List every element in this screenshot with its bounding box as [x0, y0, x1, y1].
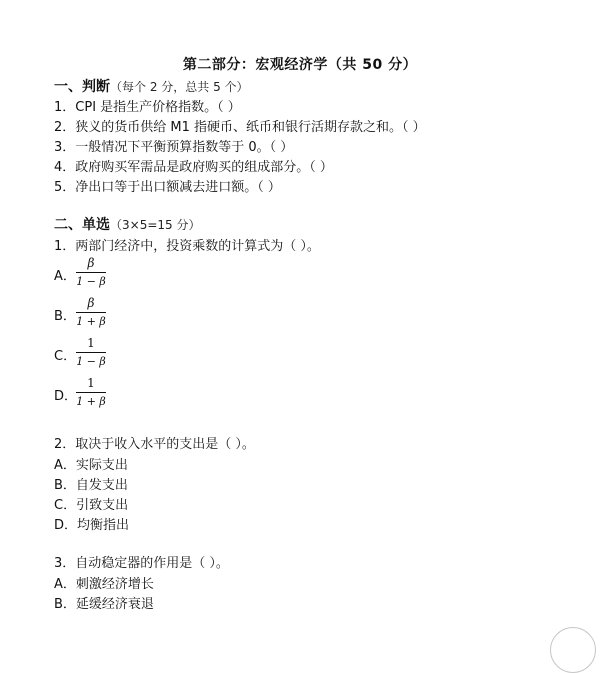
option-a-fraction	[76, 256, 106, 289]
true-false-item-1: 1．CPI 是指生产价格指数。（ ）	[54, 100, 241, 115]
option-d-letter: D．	[54, 389, 78, 404]
fraction-denominator: 1 + β	[76, 315, 106, 328]
fraction-denominator: 1 − β	[76, 355, 106, 368]
question-2-option-a: A．实际支出	[54, 458, 128, 473]
fraction-numerator: β	[87, 296, 95, 310]
fraction-numerator: 1	[87, 336, 95, 350]
fraction-numerator: 1	[87, 376, 95, 390]
question-3-option-b: B．延缓经济衰退	[54, 597, 154, 612]
page-corner-decoration	[550, 627, 596, 673]
fraction-bar	[76, 352, 106, 353]
option-c-letter: C．	[54, 349, 77, 364]
section-single-choice-heading	[54, 214, 200, 234]
question-2-option-d: D．均衡指出	[54, 518, 130, 533]
question-2-option-c: C．引致支出	[54, 498, 129, 513]
true-false-item-2: 2．狭义的货币供给 M1 指硬币、纸币和银行活期存款之和。（ ）	[54, 120, 426, 135]
option-d-fraction	[76, 376, 106, 409]
option-c-fraction	[76, 336, 106, 369]
option-b-fraction	[76, 296, 106, 329]
question-2-option-b: B．自发支出	[54, 478, 128, 493]
true-false-item-5: 5．净出口等于出口额减去进口额。（ ）	[54, 180, 281, 195]
question-3-option-a: A．刺激经济增长	[54, 577, 154, 592]
fraction-denominator: 1 + β	[76, 395, 106, 408]
fraction-bar	[76, 392, 106, 393]
section-note: （3×5=15 分）	[110, 218, 201, 232]
question-1-stem: 1．两部门经济中，投资乘数的计算式为（ ）。	[54, 239, 320, 254]
question-2-stem: 2．取决于收入水平的支出是（ ）。	[54, 437, 255, 452]
section-note: （每个 2 分，总共 5 个）	[110, 80, 249, 94]
option-a-letter: A．	[54, 269, 76, 284]
section-label: 一、判断	[54, 79, 110, 95]
fraction-bar	[76, 312, 106, 313]
fraction-bar	[76, 272, 106, 273]
true-false-item-4: 4．政府购买军需品是政府购买的组成部分。（ ）	[54, 160, 333, 175]
section-true-false-heading	[54, 76, 249, 96]
page-title: 第二部分：宏观经济学（共 50 分）	[182, 57, 418, 73]
option-b-letter: B．	[54, 309, 76, 324]
true-false-item-3: 3．一般情况下平衡预算指数等于 0。（ ）	[54, 140, 294, 155]
fraction-numerator: β	[87, 256, 95, 270]
question-3-stem: 3．自动稳定器的作用是（ ）。	[54, 556, 229, 571]
fraction-denominator: 1 − β	[76, 275, 106, 288]
section-label: 二、单选	[54, 217, 110, 233]
